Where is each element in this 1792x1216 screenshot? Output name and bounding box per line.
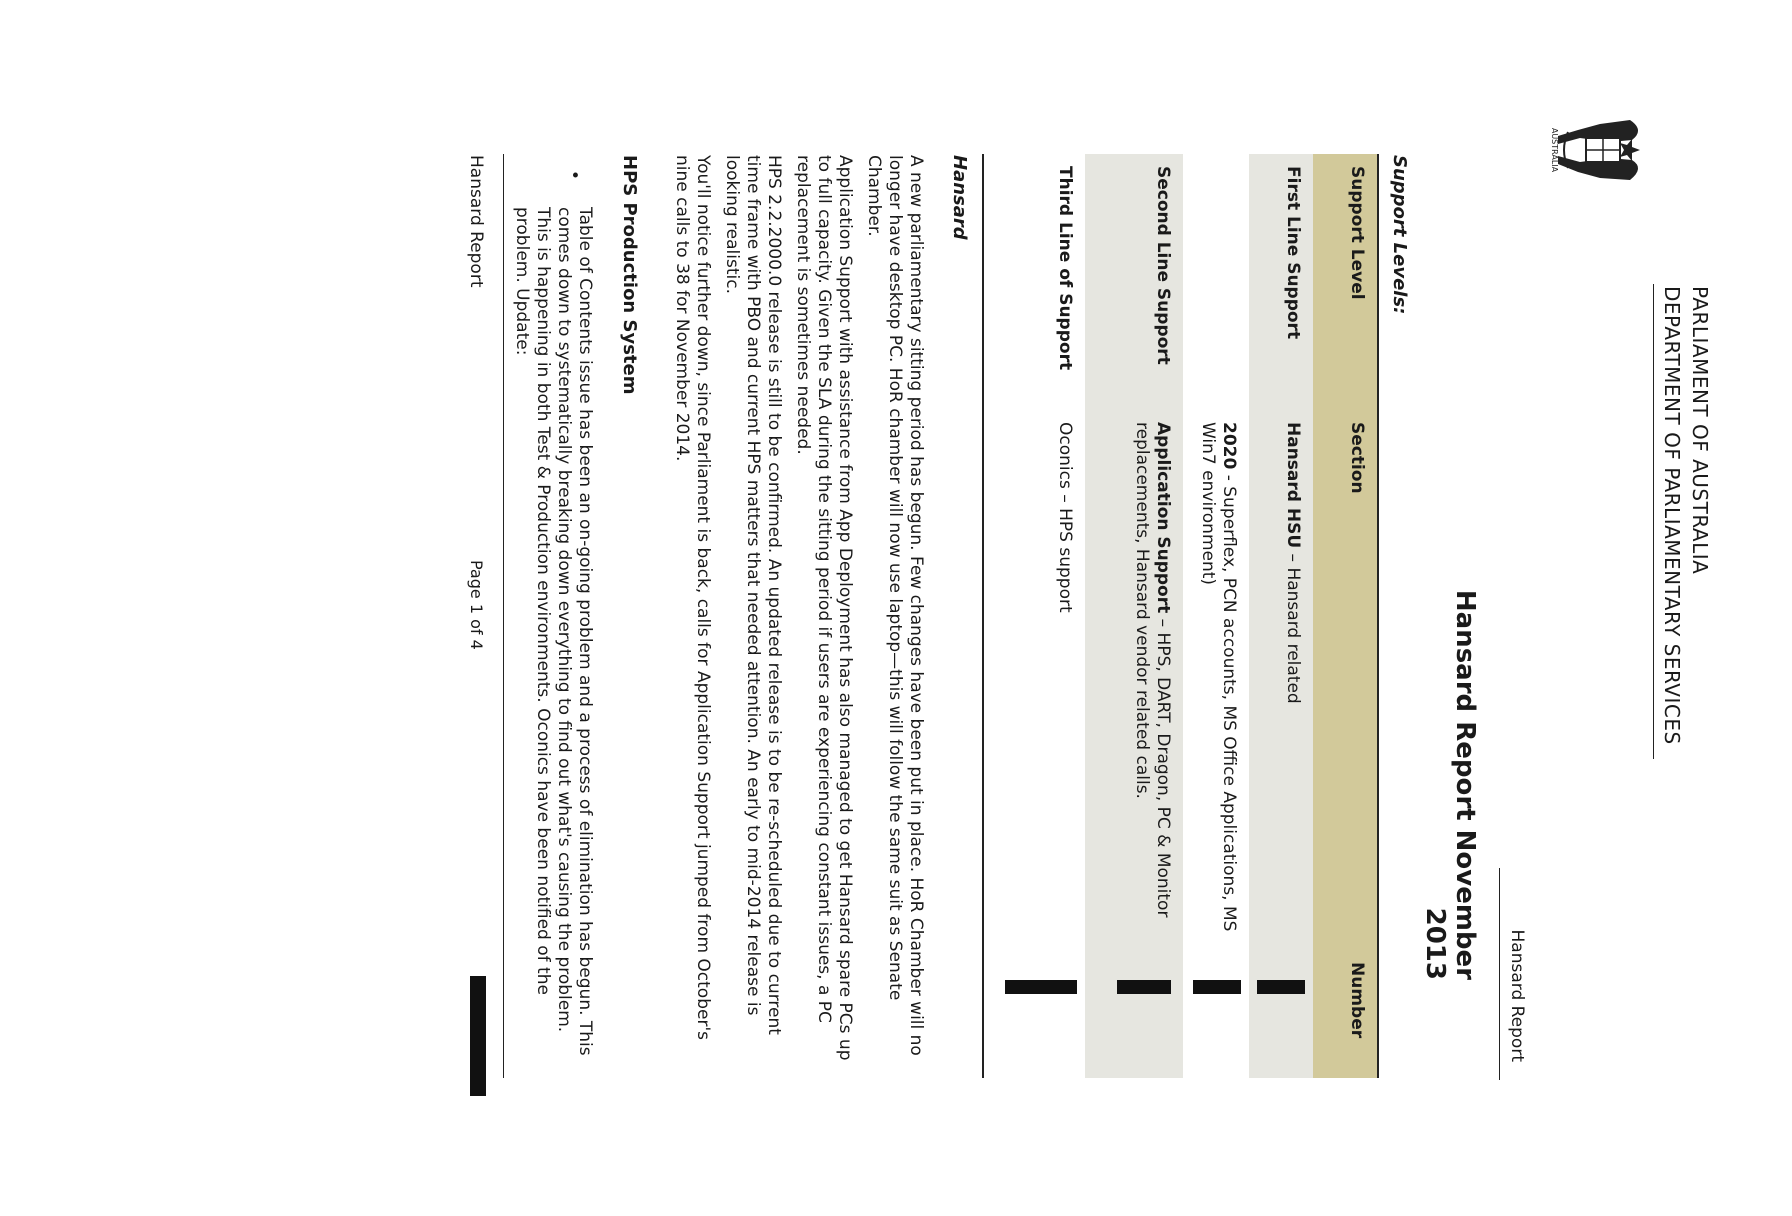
org-name-line-2: DEPARTMENT OF PARLIAMENTARY SERVICES	[1660, 286, 1684, 745]
header-section: Section	[1347, 422, 1367, 494]
bullet-item: Table of Contents issue has been an on-going problem and a process of elimination has begun. This comes down to systematically breaking down everything to find out what's causing the problem. This is happening in both Test & Production environments. Oconics have been notified of the problem. Update:	[512, 207, 595, 1056]
section-cell	[1131, 422, 1173, 962]
table-top-rule	[1377, 154, 1379, 1078]
running-header: Hansard Report	[1507, 929, 1527, 1062]
section-name: Application Support	[1153, 422, 1173, 614]
hansard-heading: Hansard	[949, 155, 970, 240]
header-support-level: Support Level	[1347, 166, 1367, 300]
paragraph: Application Support with assistance from App Deployment has also managed to get Hansard spare PCs up to full capacity. Given the SLA during the sitting period if users are experiencing constant issues, a PC replacement is sometimes needed.	[793, 155, 855, 1061]
section-detail: - Superflex, PCN accounts, MS Office Applications, MS Win7 environment)	[1198, 422, 1239, 932]
support-level-cell: Second Line Support	[1153, 166, 1173, 365]
footer-rule	[503, 154, 504, 1078]
table-row	[1249, 154, 1313, 1078]
table-row	[1085, 154, 1183, 1078]
section-detail: – Hansard related	[1283, 548, 1303, 704]
table-header-row	[1313, 154, 1377, 1078]
section-detail: – HPS, DART, Dragon, PC & Monitor replacements, Hansard vendor related calls.	[1132, 422, 1173, 918]
footer-title: Hansard Report	[466, 155, 486, 288]
section-name: Hansard HSU	[1283, 422, 1303, 549]
section-cell	[1197, 422, 1239, 962]
coat-of-arms-logo	[1550, 110, 1650, 190]
header-divider	[1653, 284, 1654, 759]
page-number: Page 1 of 4	[467, 560, 486, 650]
header-number: Number	[1347, 962, 1367, 1039]
redacted-number	[1005, 980, 1077, 994]
section-detail: Oconics – HPS support	[1055, 422, 1075, 613]
paragraph: HPS 2.2.2000.0 release is still to be confirmed. An updated release is to be re-scheduled due to current time frame with PBO and current HPS matters that needed attention. An early to mid-2014 release is looking realistic.	[722, 155, 784, 1035]
redacted-footer	[470, 976, 486, 1096]
support-level-cell: Third Line of Support	[1055, 166, 1075, 371]
table-row	[1183, 154, 1249, 1078]
section-name: 2020	[1219, 422, 1239, 470]
redacted-number	[1117, 980, 1171, 994]
paragraph: A new parliamentary sitting period has begun. Few changes have been put in place. HoR Chamber will no longer have desktop PC. HoR chamber will now use laptop—this will follow the same suit as Senate Chamber.	[864, 155, 926, 1056]
paragraph: You'll notice further down, since Parliament is back, calls for Application Support jumped from October's nine calls to 38 for November 2014.	[672, 155, 713, 1040]
report-title: Hansard Report November 2013	[1420, 589, 1480, 980]
support-levels-heading: Support Levels:	[1389, 155, 1410, 315]
svg-text:AUSTRALIA: AUSTRALIA	[1550, 127, 1559, 173]
support-level-cell: First Line Support	[1283, 166, 1303, 340]
running-header-rule	[1499, 868, 1500, 1080]
org-name-line-1: PARLIAMENT OF AUSTRALIA	[1688, 286, 1712, 575]
redacted-number	[1193, 980, 1241, 994]
table-row	[984, 154, 1085, 1078]
hps-production-heading: HPS Production System	[619, 155, 640, 395]
bullet-marker: •	[564, 170, 584, 181]
redacted-number	[1257, 980, 1305, 994]
section-cell	[1282, 422, 1303, 962]
section-cell	[1054, 422, 1075, 962]
table-bottom-rule	[982, 154, 984, 1078]
